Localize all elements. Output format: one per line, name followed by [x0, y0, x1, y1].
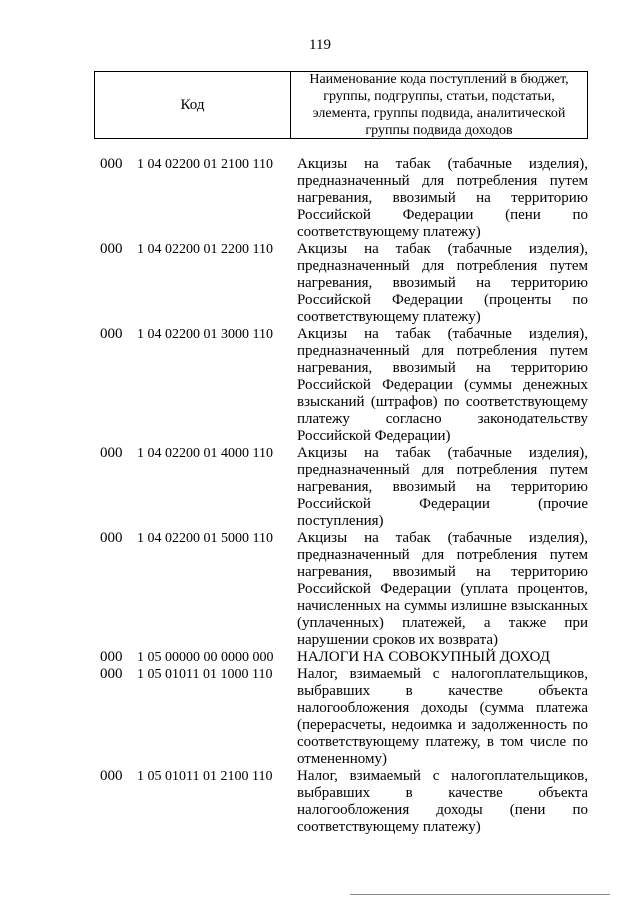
- table-row: [0, 326, 640, 445]
- row-income-name: Акцизы на табак (табачные изделия), предназначенный для потребления путем нагревания, ввозимый на территорию Российской Федерации (пени по соответствующему платежу): [297, 156, 588, 240]
- page-number: 119: [309, 37, 331, 53]
- row-income-code: 1 04 02200 01 2200 110: [137, 242, 273, 257]
- table-body: [0, 156, 640, 836]
- table-header: [94, 71, 588, 139]
- table-row: [0, 241, 640, 326]
- row-income-name: Акцизы на табак (табачные изделия), предназначенный для потребления путем нагревания, ввозимый на территорию Российской Федерации (уплата процентов, начисленных на суммы излишне взысканных (уплаченных) платежей, а также при нарушении сроков их возврата): [297, 530, 588, 648]
- table-row: [0, 530, 640, 649]
- row-income-name: Акцизы на табак (табачные изделия), предназначенный для потребления путем нагревания, ввозимый на территорию Российской Федерации (проценты по соответствующему платежу): [297, 241, 588, 325]
- row-admin-code: 000: [100, 530, 123, 546]
- row-admin-code: 000: [100, 768, 123, 784]
- row-admin-code: 000: [100, 156, 123, 172]
- row-income-code: 1 04 02200 01 3000 110: [137, 327, 273, 342]
- row-income-code: 1 04 02200 01 4000 110: [137, 446, 273, 461]
- table-row: [0, 768, 640, 836]
- header-code-label: Код: [95, 72, 291, 138]
- header-name-label: Наименование кода поступлений в бюджет, группы, подгруппы, статьи, подстатьи, элемента, группы подвида, аналитической группы подвида доходов: [309, 72, 569, 138]
- table-row: [0, 156, 640, 241]
- row-admin-code: 000: [100, 241, 123, 257]
- row-income-code: 1 04 02200 01 2100 110: [137, 157, 273, 172]
- row-income-name: НАЛОГИ НА СОВОКУПНЫЙ ДОХОД: [297, 649, 550, 665]
- row-income-code: 1 05 01011 01 2100 110: [137, 769, 273, 784]
- table-row: [0, 649, 640, 666]
- row-admin-code: 000: [100, 445, 123, 461]
- row-income-name: Налог, взимаемый с налогоплательщиков, выбравших в качестве объекта налогообложения доходы (сумма платежа (перерасчеты, недоимка и задолженность по соответствующему платежу, в том числе по отмененному): [297, 666, 588, 767]
- row-income-name: Акцизы на табак (табачные изделия), предназначенный для потребления путем нагревания, ввозимый на территорию Российской Федерации (прочие поступления): [297, 445, 588, 529]
- table-row: [0, 666, 640, 768]
- scan-edge-line: [350, 894, 610, 895]
- row-admin-code: 000: [100, 326, 123, 342]
- table-row: [0, 445, 640, 530]
- row-income-name: Акцизы на табак (табачные изделия), предназначенный для потребления путем нагревания, ввозимый на территорию Российской Федерации (суммы денежных взысканий (штрафов) по соответствующему платежу согласно законодательству Российской Федерации): [297, 326, 588, 444]
- row-income-code: 1 05 01011 01 1000 110: [137, 667, 273, 682]
- row-admin-code: 000: [100, 649, 123, 665]
- row-income-name: Налог, взимаемый с налогоплательщиков, выбравших в качестве объекта налогообложения доходы (пени по соответствующему платежу): [297, 768, 588, 835]
- row-income-code: 1 04 02200 01 5000 110: [137, 531, 273, 546]
- row-admin-code: 000: [100, 666, 123, 682]
- row-income-code: 1 05 00000 00 0000 000: [137, 650, 274, 665]
